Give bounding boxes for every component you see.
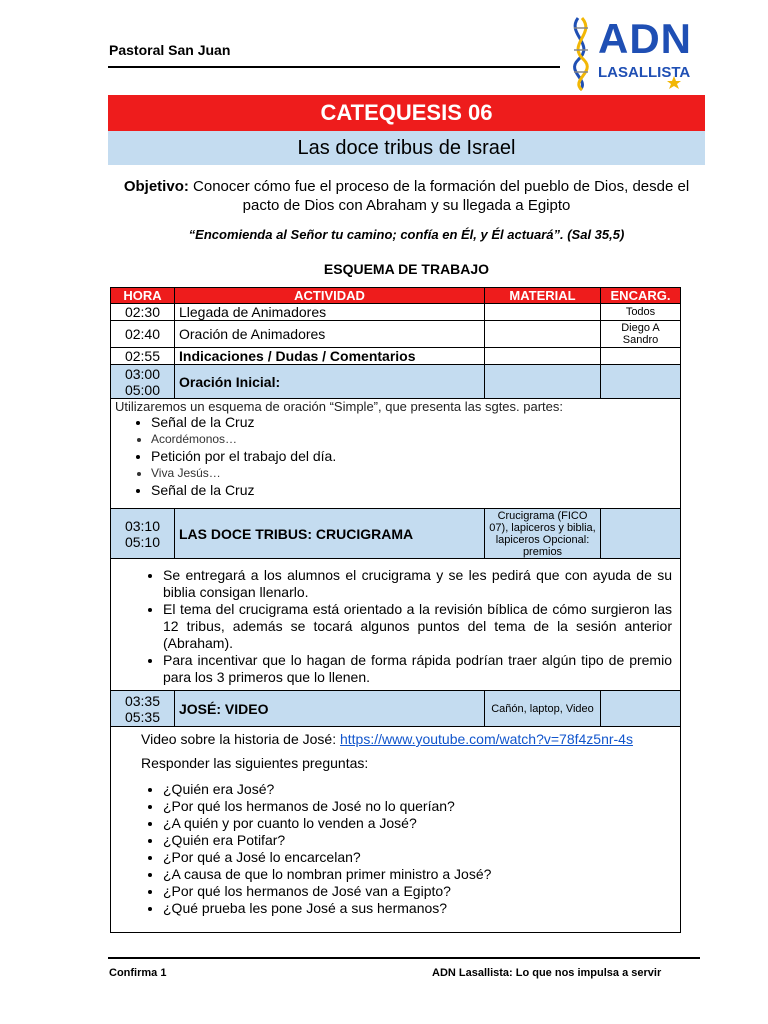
question-item: • ¿Por qué a José lo encarcelan? bbox=[163, 849, 676, 866]
section-title: ESQUEMA DE TRABAJO bbox=[323, 261, 490, 277]
header-encarg: ENCARG. bbox=[601, 288, 681, 304]
video-link[interactable]: https://www.youtube.com/watch?v=78f4z5nr-4s bbox=[339, 731, 633, 747]
header-material: MATERIAL bbox=[485, 288, 601, 304]
list-item: • Viva Jesús… bbox=[151, 465, 676, 482]
row-encarg bbox=[601, 509, 681, 559]
row-hora: 02:55 bbox=[111, 348, 175, 365]
oracion-intro: Utilizaremos un esquema de oración “Simple”, que presenta las sgtes. partes: bbox=[115, 399, 563, 414]
row-encarg: Diego A Sandro bbox=[601, 321, 681, 348]
row-encarg bbox=[601, 691, 681, 727]
row-hora: 02:30 bbox=[111, 304, 175, 321]
footer-left: Confirma 1 bbox=[109, 967, 167, 979]
oracion-detail-row bbox=[111, 399, 681, 509]
bible-quote: “Encomienda al Señor tu camino; confía en Él, y Él actuará”. (Sal 35,5) bbox=[188, 227, 625, 242]
table-row bbox=[111, 321, 681, 348]
list-item: • El tema del crucigrama está orientado a la revisión bíblica de cómo surgieron las 12 tribus, además se tocará algunos puntos del tema de la sesión anterior (Abraham). bbox=[163, 601, 672, 652]
objective-label: Objetivo: bbox=[123, 178, 189, 195]
table-row bbox=[111, 509, 681, 559]
row-material bbox=[485, 365, 601, 399]
row-encarg: Todos bbox=[601, 304, 681, 321]
header-divider bbox=[108, 66, 560, 68]
row-actividad: Indicaciones / Dudas / Comentarios bbox=[175, 348, 485, 365]
row-material bbox=[485, 348, 601, 365]
logo-main-text: ADN bbox=[598, 15, 692, 62]
table-row bbox=[111, 365, 681, 399]
objective-text: Conocer cómo fue el proceso de la formación del pueblo de Dios, desde el pacto de Dios con Abraham y su llegada a Egipto bbox=[188, 178, 690, 214]
logo-sub-text: LASALLISTA bbox=[598, 64, 691, 81]
page-subtitle: Las doce tribus de Israel bbox=[108, 131, 705, 165]
list-item: • Señal de la Cruz bbox=[151, 414, 676, 431]
row-actividad: Oración Inicial: bbox=[175, 365, 485, 399]
hora-end: 05:10 bbox=[124, 533, 161, 550]
table-row bbox=[111, 348, 681, 365]
hora-start: 03:10 bbox=[124, 517, 161, 534]
footer-right: ADN Lasallista: Lo que nos impulsa a servir bbox=[432, 967, 662, 979]
row-encarg bbox=[601, 365, 681, 399]
respond-text: Responder las siguientes preguntas: bbox=[141, 755, 369, 771]
table-header-row bbox=[111, 288, 681, 304]
question-item: • ¿Por qué los hermanos de José no lo querían? bbox=[163, 798, 676, 815]
hora-start: 03:00 bbox=[124, 365, 161, 382]
list-item: • Para incentivar que lo hagan de forma rápida podrían traer algún tipo de premio para los 3 primeros que lo llenen. bbox=[163, 652, 672, 686]
list-item: • Acordémonos… bbox=[151, 431, 676, 448]
question-item: • ¿A quién y por cuanto lo venden a José? bbox=[163, 815, 676, 832]
row-actividad: Llegada de Animadores bbox=[175, 304, 485, 321]
row-material: Cañón, laptop, Video bbox=[485, 691, 601, 727]
row-hora: 02:40 bbox=[111, 321, 175, 348]
row-encarg bbox=[601, 348, 681, 365]
row-actividad: JOSÉ: VIDEO bbox=[175, 691, 485, 727]
footer-divider bbox=[108, 957, 700, 959]
crucigrama-detail-row bbox=[111, 559, 681, 691]
list-item: • Petición por el trabajo del día. bbox=[151, 448, 676, 465]
row-material bbox=[485, 321, 601, 348]
row-material: Crucigrama (FICO 07), lapiceros y biblia, lapiceros Opcional: premios bbox=[485, 509, 601, 559]
hora-end: 05:00 bbox=[124, 381, 161, 398]
page-title: CATEQUESIS 06 bbox=[108, 95, 705, 131]
question-item: • ¿Por qué los hermanos de José van a Egipto? bbox=[163, 883, 676, 900]
question-item: • ¿Quién era José? bbox=[163, 781, 676, 798]
schedule-table bbox=[110, 287, 681, 933]
list-item: • Se entregará a los alumnos el crucigrama y se les pedirá que con ayuda de su biblia consigan llenarlo. bbox=[163, 567, 672, 601]
row-actividad: Oración de Animadores bbox=[175, 321, 485, 348]
hora-start: 03:35 bbox=[124, 692, 161, 709]
video-detail-row bbox=[111, 727, 681, 933]
row-material bbox=[485, 304, 601, 321]
video-line bbox=[141, 731, 676, 748]
adn-lasallista-logo bbox=[566, 15, 692, 92]
list-item: • Señal de la Cruz bbox=[151, 482, 676, 499]
video-prefix: Video sobre la historia de José: bbox=[141, 731, 340, 747]
header-actividad: ACTIVIDAD bbox=[175, 288, 485, 304]
row-hora bbox=[111, 691, 175, 727]
objective bbox=[108, 177, 705, 215]
table-row bbox=[111, 304, 681, 321]
question-item: • ¿Qué prueba les pone José a sus hermanos? bbox=[163, 900, 676, 917]
table-row bbox=[111, 691, 681, 727]
question-item: • ¿Quién era Potifar? bbox=[163, 832, 676, 849]
row-actividad: LAS DOCE TRIBUS: CRUCIGRAMA bbox=[175, 509, 485, 559]
question-item: • ¿A causa de que lo nombran primer ministro a José? bbox=[163, 866, 676, 883]
row-hora bbox=[111, 509, 175, 559]
hora-end: 05:35 bbox=[124, 708, 161, 725]
row-hora bbox=[111, 365, 175, 399]
header-org: Pastoral San Juan bbox=[109, 42, 231, 58]
header-hora: HORA bbox=[111, 288, 175, 304]
